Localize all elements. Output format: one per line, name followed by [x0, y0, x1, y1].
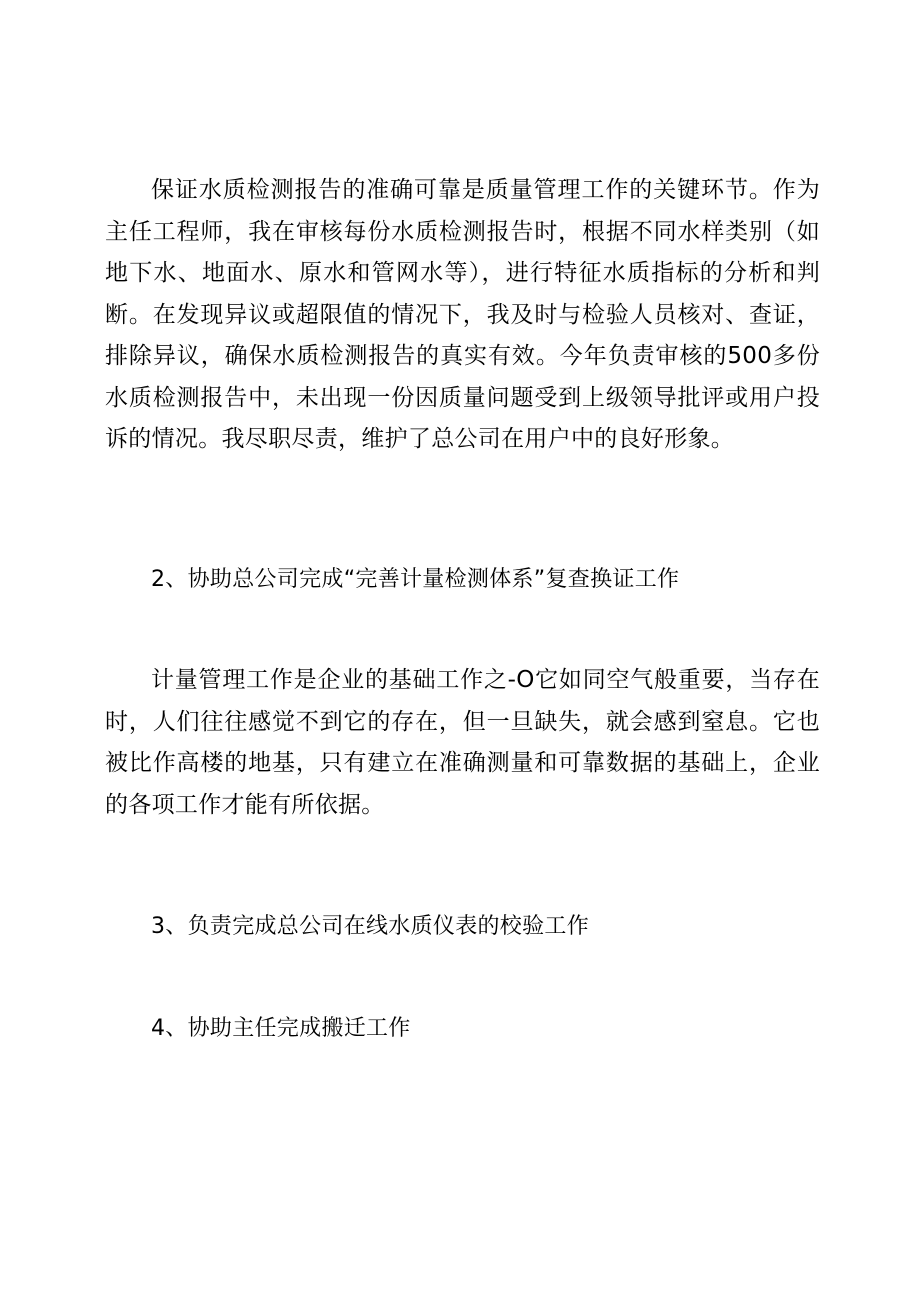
section-heading-3: 3、负责完成总公司在线水质仪表的校验工作 [151, 914, 589, 939]
section-heading-4: 4、协助主任完成搬迁工作 [151, 1016, 411, 1041]
section-heading-2: 2、协助总公司完成“完善计量检测体系”复查换证工作 [151, 567, 680, 592]
paragraph-water-quality-report-review: 保证水质检测报告的准确可靠是质量管理工作的关键环节。作为主任工程师，我在审核每份水质检测报告时，根据不同水样类别（如地下水、地面水、原水和管网水等），进行特征水质指标的分析和判断。在发现异议或超限值的情况下，我及时与检验人员核对、查证，排除异议，确保水质检测报告的真实有效。今年负责审核的500多份水质检测报告中，未出现一份因质量问题受到上级领导批评或用户投诉的情况。我尽职尽责，维护了总公司在用户中的良好形象。 [105, 177, 820, 452]
paragraph-metrology-management: 计量管理工作是企业的基础工作之-O它如同空气般重要，当存在时，人们往往感觉不到它的存在，但一旦缺失，就会感到窒息。它也被比作高楼的地基，只有建立在准确测量和可靠数据的基础上，企业的各项工作才能有所依据。 [105, 667, 820, 818]
